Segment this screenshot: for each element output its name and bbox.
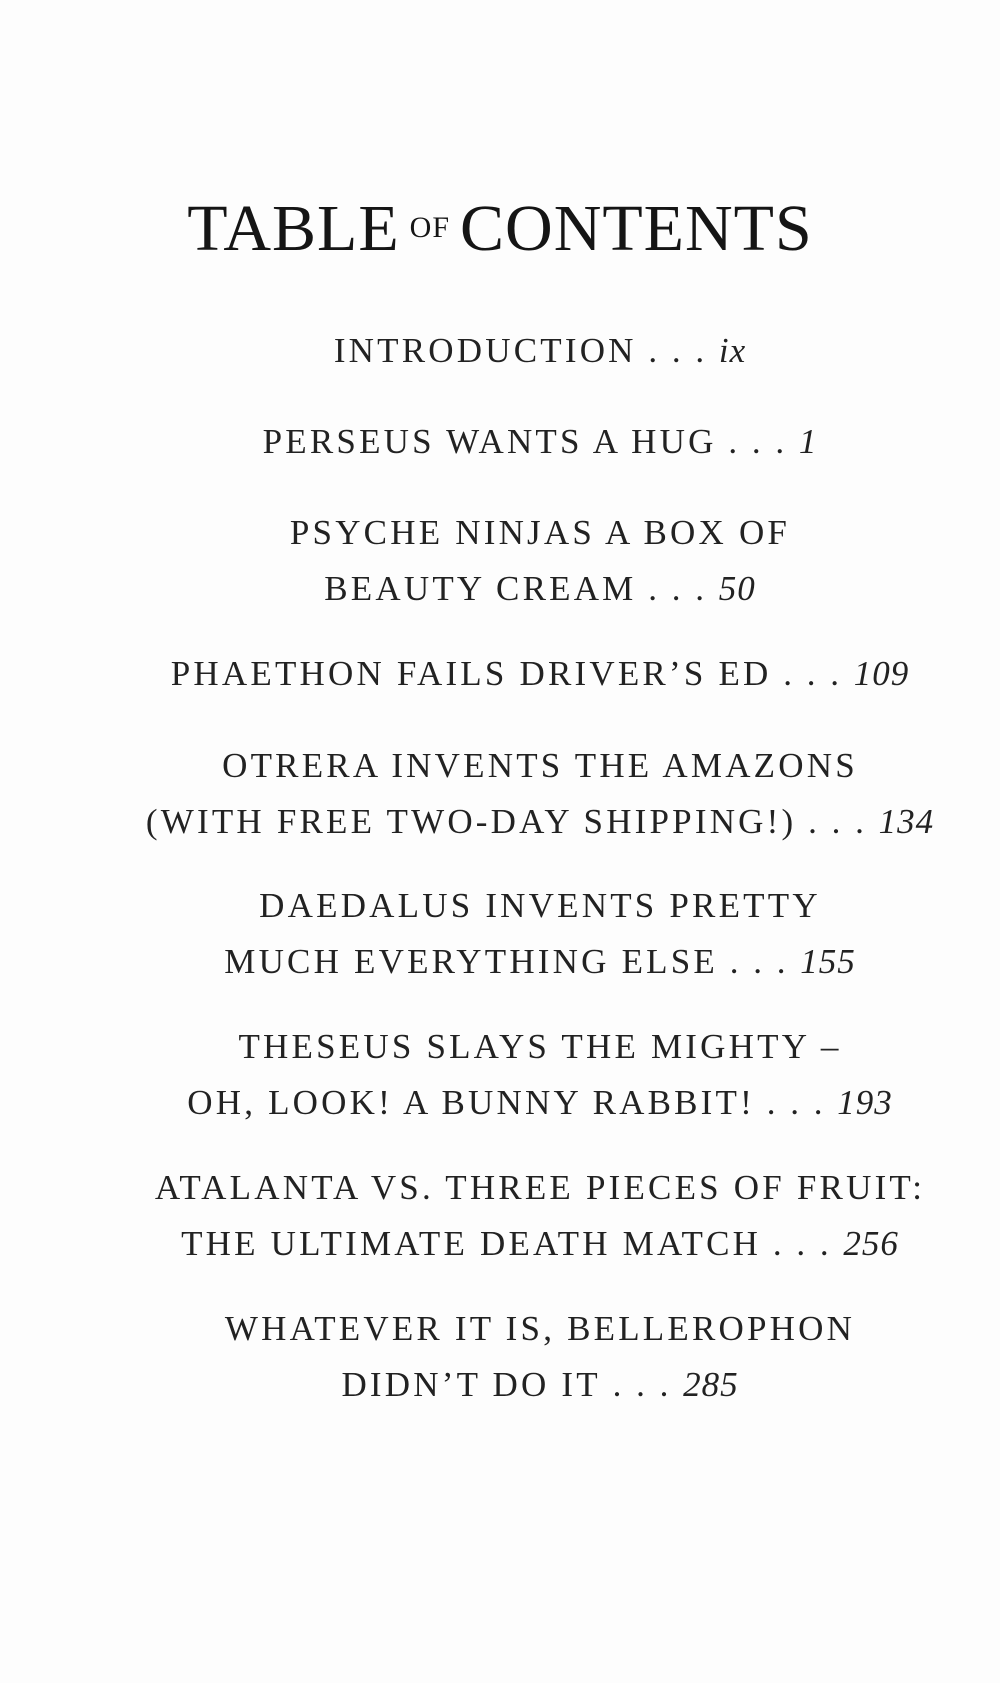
toc-entry-line: DAEDALUS INVENTS PRETTY (259, 886, 821, 925)
toc-entry-atalanta (40, 1160, 1000, 1272)
toc-entry-otrera (40, 738, 1000, 850)
toc-page-number: 193 (837, 1083, 893, 1122)
toc-entry-line (40, 1075, 1000, 1131)
title-word-table: TABLE (187, 192, 400, 265)
toc-entry-title: MUCH EVERYTHING ELSE (224, 942, 718, 981)
page-title (0, 192, 1000, 265)
toc-leader-dots: . . . (754, 1083, 838, 1122)
toc-entry-bellerophon (40, 1301, 1000, 1413)
toc-entry-theseus (40, 1019, 1000, 1131)
toc-entry-line (40, 414, 1000, 470)
toc-entry-line (40, 646, 1000, 702)
toc-entry-title: PERSEUS WANTS A HUG (262, 422, 717, 461)
toc-entry-line (40, 323, 1000, 379)
toc-page-number: 155 (800, 942, 856, 981)
toc-entry-title: DIDN’T DO IT (341, 1365, 601, 1404)
toc-entry-line (40, 1216, 1000, 1272)
toc-entry-line (40, 934, 1000, 990)
toc-entry-title: INTRODUCTION (333, 331, 637, 370)
toc-leader-dots: . . . (717, 942, 801, 981)
toc-entry-line (40, 561, 1000, 617)
toc-entry-introduction (40, 323, 1000, 379)
toc-page-number: 134 (878, 802, 935, 841)
title-word-contents: CONTENTS (460, 192, 813, 265)
toc-leader-dots: . . . (716, 422, 799, 461)
toc-leader-dots: . . . (796, 802, 879, 841)
toc-leader-dots: . . . (761, 1224, 844, 1263)
toc-entry-title: BEAUTY CREAM (324, 569, 637, 608)
toc-entry-daedalus (40, 878, 1000, 990)
toc-entry-line: PSYCHE NINJAS A BOX OF (289, 513, 791, 552)
toc-page-number: 256 (843, 1224, 899, 1263)
toc-entry-title: OH, LOOK! A BUNNY RABBIT! (187, 1083, 755, 1122)
toc-page-number: 109 (853, 654, 910, 693)
toc-leader-dots: . . . (636, 331, 719, 370)
toc-entry-title: THE ULTIMATE DEATH MATCH (181, 1224, 762, 1263)
toc-entry-line: WHATEVER IT IS, BELLEROPHON (224, 1309, 856, 1348)
toc-entry-line: ATALANTA VS. THREE PIECES OF FRUIT: (154, 1168, 926, 1207)
title-word-of: OF (409, 210, 451, 244)
toc-entry-title: PHAETHON FAILS DRIVER’S ED (170, 654, 772, 693)
toc-page-number: ix (718, 331, 747, 370)
toc-entry-line: OTRERA INVENTS THE AMAZONS (222, 746, 858, 785)
toc-entry-psyche (40, 505, 1000, 617)
toc-entry-line: THESEUS SLAYS THE MIGHTY – (238, 1027, 842, 1066)
toc-page-number: 285 (683, 1365, 739, 1404)
toc-entry-title: (WITH FREE TWO-DAY SHIPPING!) (145, 802, 797, 841)
toc-leader-dots: . . . (636, 569, 719, 608)
toc-entry-line (40, 794, 1000, 850)
toc-entry-phaethon (40, 646, 1000, 702)
toc-entry-perseus (40, 414, 1000, 470)
toc-leader-dots: . . . (771, 654, 854, 693)
toc-page-number: 50 (718, 569, 756, 608)
toc-leader-dots: . . . (600, 1365, 684, 1404)
toc-entry-line (40, 1357, 1000, 1413)
toc-page-number: 1 (798, 422, 818, 461)
